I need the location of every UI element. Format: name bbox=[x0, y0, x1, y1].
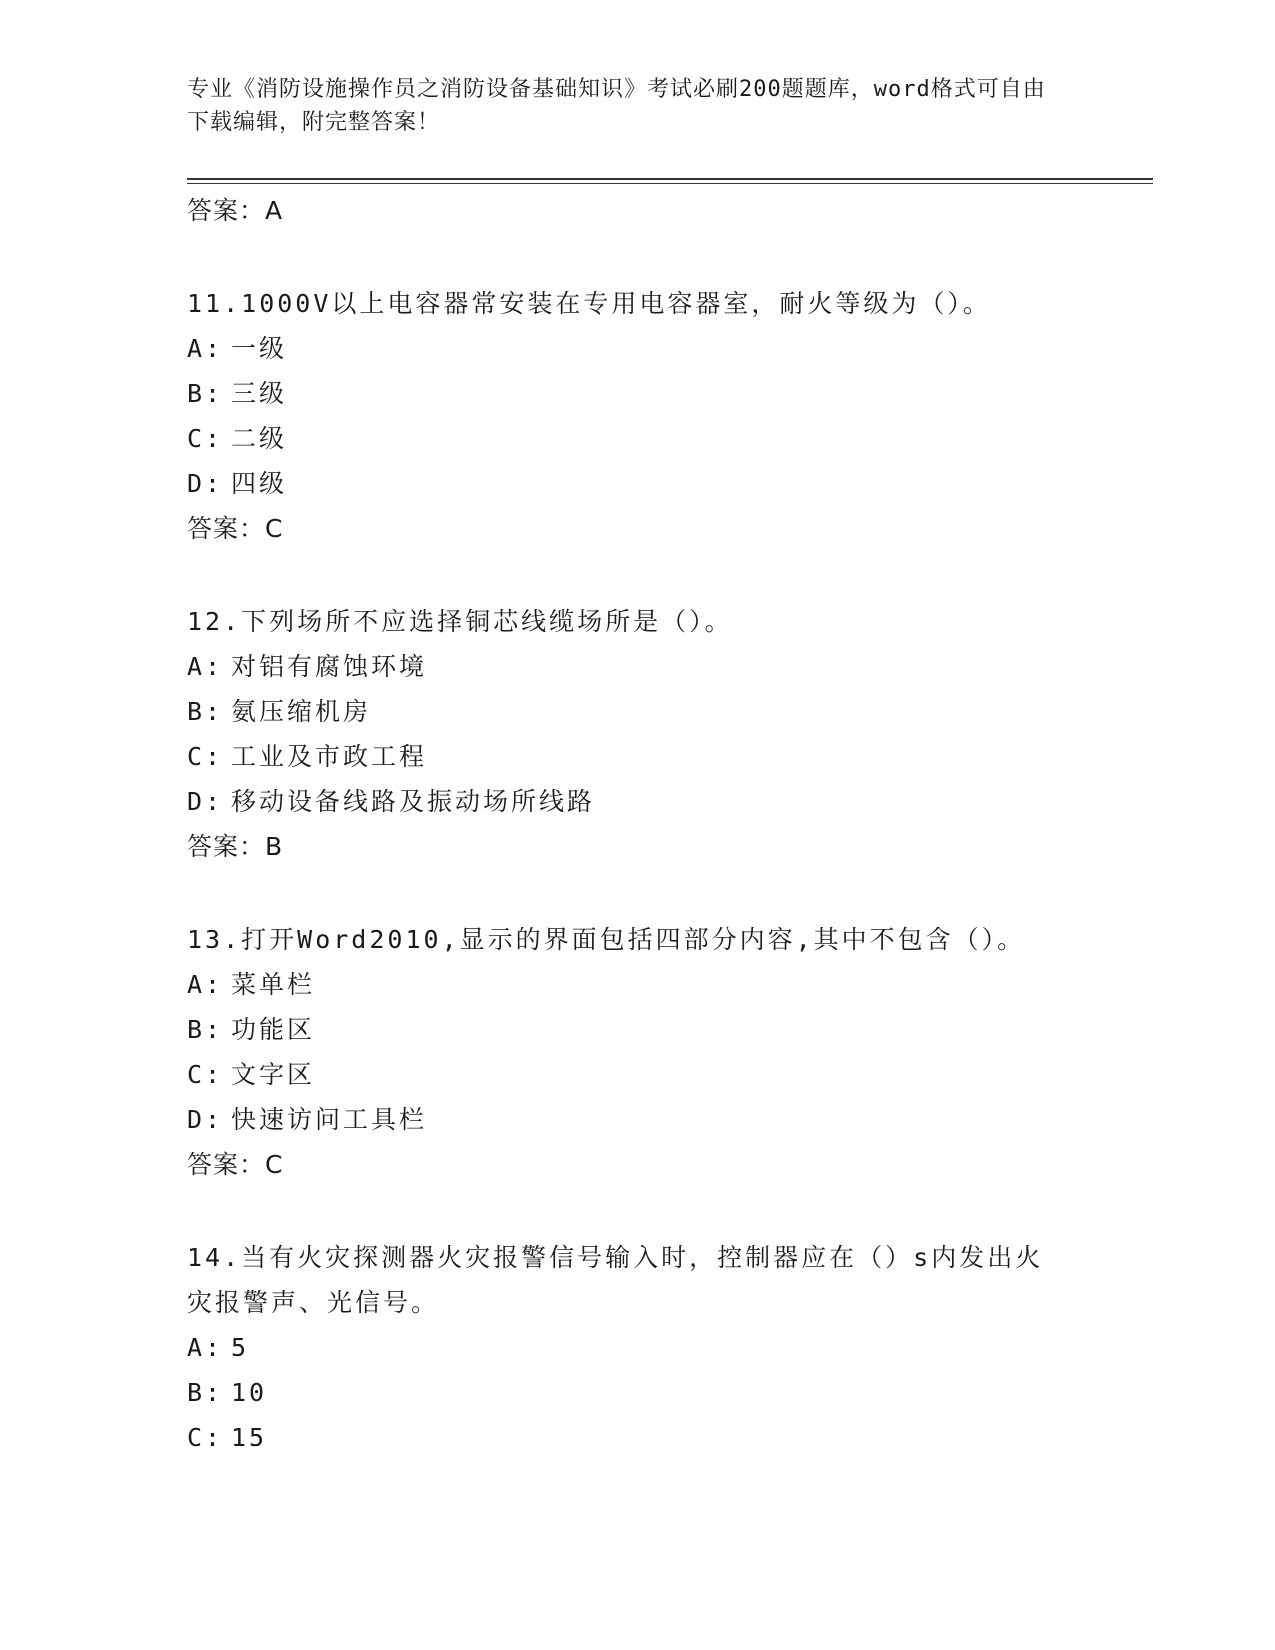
question-list bbox=[187, 188, 1067, 1507]
answer-line bbox=[187, 824, 1067, 870]
answer-line bbox=[187, 188, 1067, 234]
option-text: 工业及市政工程 bbox=[231, 742, 428, 771]
option-key: B: bbox=[187, 379, 224, 408]
option-key: A: bbox=[187, 1333, 224, 1362]
option-key: D: bbox=[187, 469, 224, 498]
document-header bbox=[187, 73, 1067, 139]
answer-label: 答案： bbox=[187, 832, 266, 861]
question-stem: 12.下列场所不应选择铜芯线缆场所是（）。 bbox=[187, 607, 733, 636]
question-stem: 14.当有火灾探测器火灾报警信号输入时，控制器应在（）s内发出火灾报警声、光信号。 bbox=[187, 1243, 1044, 1317]
option-b bbox=[187, 1007, 1067, 1052]
option-text: 文字区 bbox=[231, 1060, 316, 1089]
option-key: C: bbox=[187, 1423, 224, 1452]
option-text: 对铝有腐蚀环境 bbox=[231, 652, 428, 681]
question-stem: 11.1000V以上电容器常安装在专用电容器室，耐火等级为（）。 bbox=[187, 289, 991, 318]
option-a bbox=[187, 644, 1067, 689]
option-key: C: bbox=[187, 424, 224, 453]
option-c bbox=[187, 1052, 1067, 1097]
option-d bbox=[187, 779, 1067, 824]
option-text: 功能区 bbox=[231, 1015, 316, 1044]
question-12 bbox=[187, 599, 1067, 870]
option-c bbox=[187, 734, 1067, 779]
header-rule-thick bbox=[187, 178, 1153, 180]
option-text: 菜单栏 bbox=[231, 970, 316, 999]
option-a bbox=[187, 1325, 1067, 1370]
answer-label: 答案： bbox=[187, 514, 266, 543]
option-key: B: bbox=[187, 1015, 224, 1044]
option-a bbox=[187, 962, 1067, 1007]
option-key: C: bbox=[187, 742, 224, 771]
question-11 bbox=[187, 281, 1067, 552]
option-text: 氨压缩机房 bbox=[231, 697, 372, 726]
option-key: C: bbox=[187, 1060, 224, 1089]
answer-label: 答案： bbox=[187, 196, 266, 225]
option-text: 一级 bbox=[231, 334, 288, 363]
answer-line bbox=[187, 1142, 1067, 1188]
option-key: A: bbox=[187, 652, 224, 681]
option-text: 四级 bbox=[231, 469, 288, 498]
header-text: 专业《消防设施操作员之消防设备基础知识》考试必刷200题题库，word格式可自由下载编辑，附完整答案！ bbox=[187, 77, 1046, 135]
option-key: A: bbox=[187, 334, 224, 363]
option-b bbox=[187, 1370, 1067, 1415]
header-rule-thin bbox=[187, 183, 1153, 184]
option-text: 15 bbox=[231, 1423, 268, 1452]
option-c bbox=[187, 416, 1067, 461]
option-b bbox=[187, 371, 1067, 416]
option-key: A: bbox=[187, 970, 224, 999]
option-key: D: bbox=[187, 787, 224, 816]
option-key: D: bbox=[187, 1105, 224, 1134]
option-b bbox=[187, 689, 1067, 734]
option-text: 三级 bbox=[231, 379, 288, 408]
answer-value: C bbox=[265, 1150, 284, 1179]
answer-line bbox=[187, 506, 1067, 552]
option-key: B: bbox=[187, 1378, 224, 1407]
option-d bbox=[187, 461, 1067, 506]
answer-label: 答案： bbox=[187, 1150, 266, 1179]
question-14 bbox=[187, 1235, 1067, 1460]
option-c bbox=[187, 1415, 1067, 1460]
question-stem: 13.打开Word2010,显示的界面包括四部分内容,其中不包含（）。 bbox=[187, 925, 1026, 954]
option-text: 5 bbox=[231, 1333, 250, 1362]
option-text: 二级 bbox=[231, 424, 288, 453]
option-a bbox=[187, 326, 1067, 371]
answer-value: B bbox=[265, 832, 284, 861]
option-text: 移动设备线路及振动场所线路 bbox=[231, 787, 596, 816]
option-text: 快速访问工具栏 bbox=[231, 1105, 428, 1134]
option-text: 10 bbox=[231, 1378, 268, 1407]
answer-value: C bbox=[265, 514, 284, 543]
option-key: B: bbox=[187, 697, 224, 726]
question-13 bbox=[187, 917, 1067, 1188]
option-d bbox=[187, 1097, 1067, 1142]
answer-value: A bbox=[265, 196, 284, 225]
